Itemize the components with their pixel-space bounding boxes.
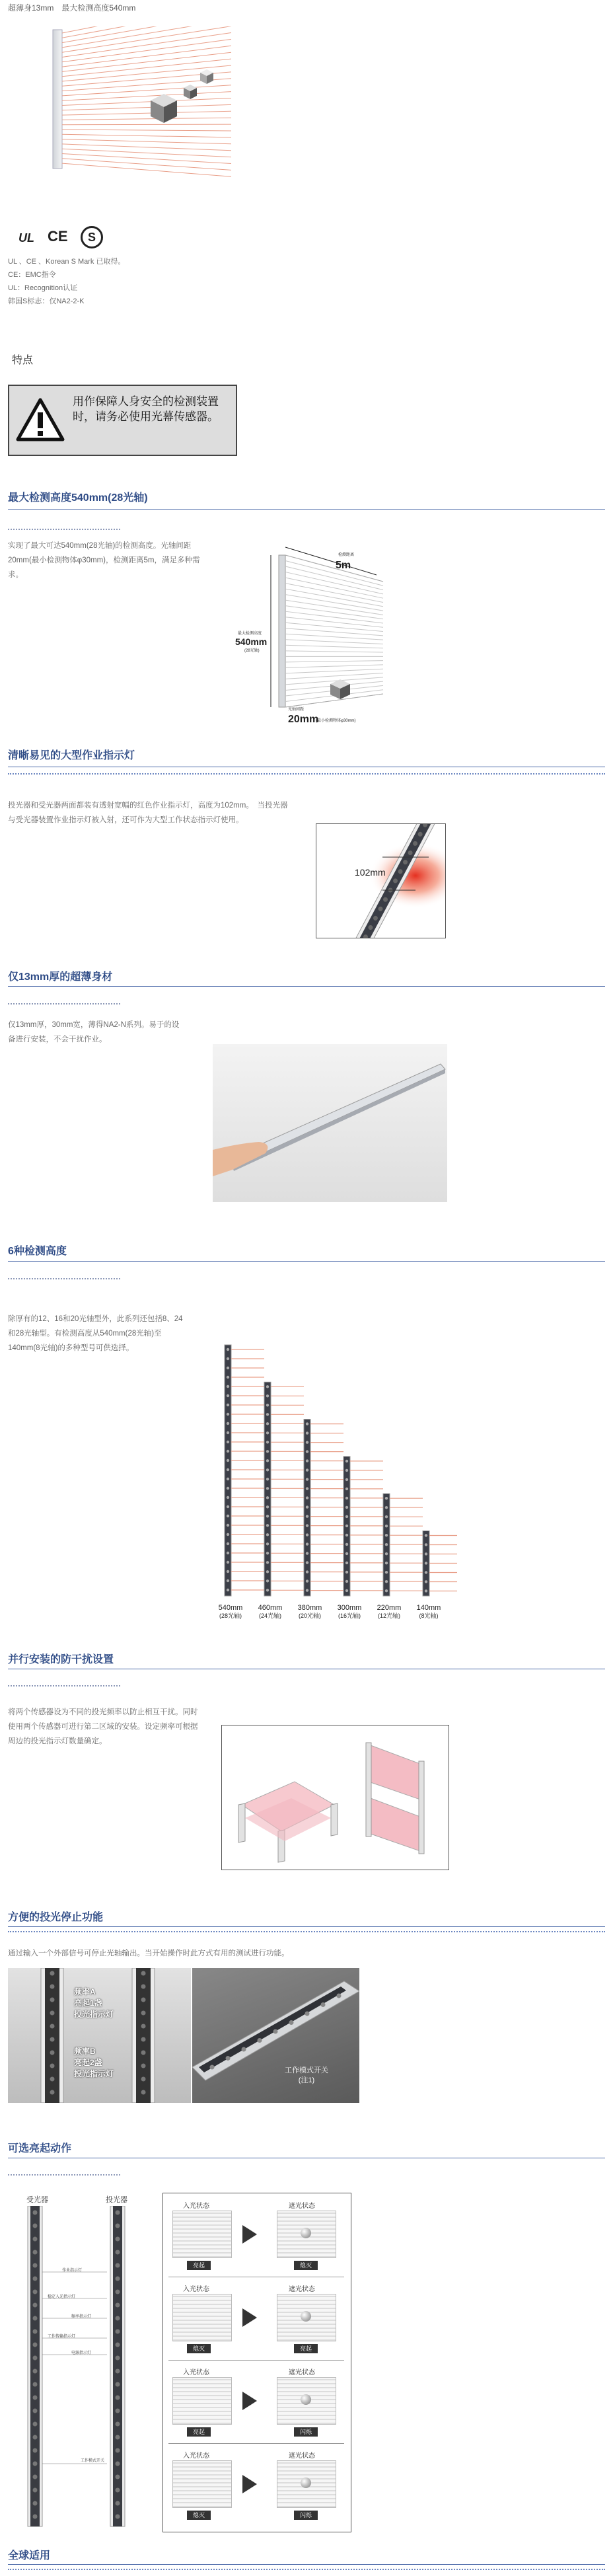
model-label (293, 1604, 326, 1620)
divider (8, 773, 605, 775)
divider (8, 1685, 120, 1686)
divider (8, 1003, 120, 1004)
section-title-light: 可选亮起动作 (8, 2143, 72, 2154)
callout-label: 工作模式开关 (80, 2459, 104, 2463)
state-left-badge: 熄灭 (187, 2344, 211, 2353)
section-title-interference: 并行安装的防干扰设置 (8, 1654, 114, 1665)
model-label (333, 1604, 366, 1620)
receiver-label: 受光器 (26, 2196, 48, 2204)
state-block-title: 遮光状态 (289, 2286, 315, 2293)
max-height-label: 最大检测高度 (238, 632, 262, 636)
arrow-right-icon (242, 2308, 257, 2327)
object-ball-icon (301, 2478, 311, 2488)
light-states-panel (162, 2193, 351, 2532)
model-height: 460mm (258, 1604, 283, 1612)
freq-a-desc2: 投光指示灯 (74, 2010, 114, 2019)
state-left-badge: 亮起 (187, 2427, 211, 2437)
object-ball-icon (301, 2228, 311, 2238)
section-title-heights: 6种检测高度 (8, 1246, 67, 1257)
sensor-illustration (172, 2377, 232, 2425)
freq-b-desc: 亮起2盏 (74, 2058, 102, 2067)
korean-s-mark-icon: S (81, 226, 103, 248)
section-title-indicator: 清晰易见的大型作业指示灯 (8, 750, 135, 761)
cert-line: UL 、CE 、Korean S Mark 已取得。 (8, 258, 126, 266)
section-text-interference: 将两个传感器设为不同的投光频率以防止相互干扰。同时使用两个传感器可进行第二区域的安装。设定频率可根据周边的投光指示灯数量确定。 (8, 1708, 198, 1745)
light-state-row (168, 2365, 344, 2444)
light-sensor-diagram (8, 2194, 153, 2531)
divider (8, 986, 605, 987)
ul-mark-icon: UL (18, 231, 34, 245)
hero-illustration (40, 26, 238, 178)
model-label (254, 1604, 287, 1620)
sensor-illustration (172, 2460, 232, 2508)
divider (8, 2564, 605, 2565)
height-diagram (225, 542, 396, 727)
section-title-stop: 方便的投光停止功能 (8, 1912, 104, 1923)
max-height-sub: (28光轴) (244, 649, 260, 653)
divider (8, 2569, 605, 2570)
state-block-title: 遮光状态 (289, 2369, 315, 2376)
sensor-model-bar (343, 1457, 383, 1596)
callout-label: 稳定入光指示灯 (48, 2295, 76, 2299)
sensor-model-bar (264, 1382, 304, 1596)
model-height: 300mm (337, 1604, 362, 1612)
divider (8, 1931, 605, 1932)
freq-b-desc2: 投光指示灯 (74, 2069, 114, 2078)
switch-sub: (注1) (298, 2076, 315, 2084)
range-label: 检测距离 (338, 553, 355, 557)
light-state-row (168, 2282, 344, 2361)
ce-mark-icon: CE (48, 228, 68, 245)
model-axes: (16光轴) (338, 1612, 361, 1619)
section-title-height: 最大检测高度540mm(28光轴) (8, 492, 148, 504)
arrow-right-icon (242, 2392, 257, 2410)
callout-label: 作业指示灯 (62, 2269, 83, 2273)
cert-line: 韩国S标志：仅NA2-2-K (8, 297, 85, 305)
switch-label: 工作模式开关 (285, 2066, 328, 2074)
max-height-value: 540mm (235, 636, 268, 647)
sensor-model-bar (225, 1345, 264, 1596)
sensor-model-bar (423, 1531, 457, 1596)
pitch-value: 20mm (288, 714, 319, 725)
thin-photo (213, 1044, 447, 1202)
cert-line: CE：EMC指令 (8, 271, 56, 279)
state-in-title: 入光状态 (183, 2286, 209, 2293)
callout-label: 频率指示灯 (71, 2315, 92, 2319)
state-right-badge: 闪烁 (294, 2511, 318, 2520)
model-height: 380mm (297, 1604, 322, 1612)
model-height: 540mm (218, 1604, 243, 1612)
stop-photo-b (192, 1968, 359, 2103)
divider (8, 529, 120, 530)
section-text-thin: 仅13mm厚，30mm宽，薄得NA2-N系列。易于的设备进行安装，不会干扰作业。 (8, 1021, 180, 1043)
model-label (214, 1604, 247, 1620)
state-in-title: 入光状态 (183, 2203, 209, 2210)
state-right-badge: 亮起 (294, 2344, 318, 2353)
section-text-stop: 通过输入一个外部信号可停止光轴输出。当开始操作时此方式有用的测试进行功能。 (8, 1950, 289, 1957)
cube-icon (330, 679, 350, 699)
page-title: 超薄身13mm 最大检测高度540mm (8, 3, 136, 13)
pitch-sub: (最小检测物体φ30mm) (316, 719, 356, 723)
cert-line: UL：Recognition认证 (8, 284, 78, 292)
callout-label: 工作传输指示灯 (48, 2335, 76, 2339)
callout-label: 电源指示灯 (71, 2351, 92, 2355)
state-left-badge: 熄灭 (187, 2511, 211, 2520)
divider (8, 1261, 605, 1262)
sensor-model-bar (383, 1494, 423, 1596)
model-label (373, 1604, 406, 1620)
warning-triangle-icon (16, 398, 65, 441)
model-axes: (28光轴) (219, 1612, 242, 1619)
model-height: 140mm (416, 1604, 441, 1612)
sensor-illustration (172, 2294, 232, 2341)
state-in-title: 入光状态 (183, 2369, 209, 2376)
object-ball-icon (301, 2311, 311, 2322)
freq-a-desc: 亮起1盏 (74, 1998, 102, 2008)
arrow-right-icon (242, 2475, 257, 2493)
sensor-illustration (172, 2211, 232, 2258)
section-title-apps: 全球适用 (8, 2550, 51, 2561)
pitch-label: 光轴间距 (288, 708, 305, 712)
section-title-thin: 仅13mm厚的超薄身材 (8, 971, 113, 983)
light-state-row (168, 2199, 344, 2277)
state-right-badge: 闪烁 (294, 2427, 318, 2437)
warning-text: 用作保障人身安全的检测装置时，请务必使用光幕传感器。 (73, 395, 219, 423)
cube-icon (200, 69, 213, 84)
state-block-title: 遮光状态 (289, 2452, 315, 2460)
features-title: 特点 (12, 355, 34, 366)
freq-a-label: 频率A (74, 1987, 96, 1996)
cube-icon (184, 85, 197, 99)
range-value: 5m (336, 560, 351, 571)
section-text-heights: 除厚有的12、16和20光轴型外，此系列还包括8、24和28光轴型。有检测高度从540mm(28光轴)至140mm(8光轴)的多种型号可供选择。 (8, 1315, 183, 1352)
emitter-label: 投光器 (106, 2196, 127, 2204)
warning-box (8, 385, 237, 456)
freq-b-label: 频率B (74, 2047, 96, 2056)
stop-photo-a (8, 1968, 191, 2103)
object-ball-icon (301, 2394, 311, 2405)
model-axes: (20光轴) (298, 1612, 321, 1619)
interference-diagram (221, 1725, 449, 1870)
dim-102mm: 102mm (355, 867, 386, 878)
divider (8, 1278, 120, 1279)
sensor-model-bar (304, 1420, 343, 1596)
divider (8, 1926, 605, 1927)
section-text-height: 实现了最大可达540mm(28光轴)的检测高度。光轴间距20mm(最小检测物体φ30mm)，检测距离5m，满足多种需求。 (8, 542, 200, 579)
state-left-badge: 亮起 (187, 2261, 211, 2270)
heights-chart (213, 1338, 457, 1619)
state-block-title: 遮光状态 (289, 2203, 315, 2210)
indicator-photo (316, 823, 446, 938)
arrow-right-icon (242, 2225, 257, 2244)
divider (8, 2174, 120, 2176)
state-right-badge: 熄灭 (294, 2261, 318, 2270)
divider (8, 509, 605, 510)
model-label (412, 1604, 445, 1620)
light-state-row (168, 2448, 344, 2526)
model-height: 220mm (377, 1604, 402, 1612)
model-axes: (8光轴) (419, 1612, 439, 1619)
model-axes: (12光轴) (377, 1612, 400, 1619)
state-in-title: 入光状态 (183, 2452, 209, 2460)
cert-list (8, 255, 125, 308)
section-text-indicator: 投光器和受光器两面都装有透射宽幅的红色作业指示灯，高度为102mm。 当投光器与受光器装置作业指示灯被入射，还可作为大型工作状态指示灯使用。 (8, 802, 288, 824)
model-axes: (24光轴) (258, 1612, 281, 1619)
